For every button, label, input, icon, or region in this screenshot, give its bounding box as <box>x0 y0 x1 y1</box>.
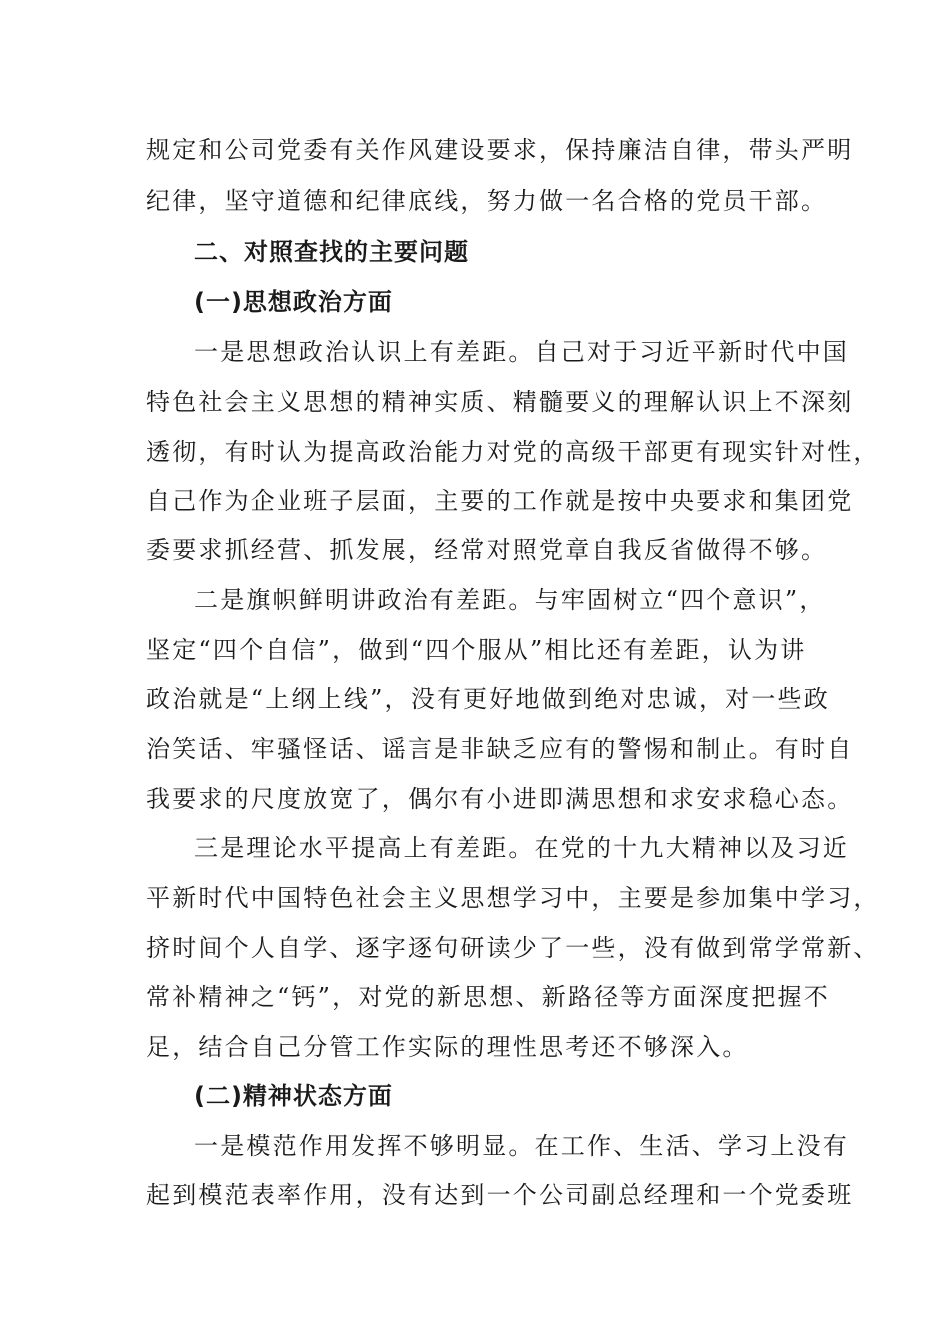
body-text-line: 委要求抓经营、抓发展，经常对照党章自我反省做得不够。 <box>146 536 828 564</box>
body-text-line: 特色社会主义思想的精神实质、精髓要义的理解认识上不深刻 <box>146 388 854 416</box>
body-text-line: 足，结合自己分管工作实际的理性思考还不够深入。 <box>146 1033 749 1061</box>
subsection-heading: (二)精神状态方面 <box>194 1082 393 1110</box>
body-text-line: 挤时间个人自学、逐字逐句研读少了一些，没有做到常学常新、 <box>146 934 880 962</box>
paragraph-first-line: 一是模范作用发挥不够明显。在工作、生活、学习上没有 <box>194 1132 849 1160</box>
body-text-line: 坚定“四个自信”，做到“四个服从”相比还有差距，认为讲 <box>146 636 807 664</box>
body-text-line: 纪律，坚守道德和纪律底线，努力做一名合格的党员干部。 <box>146 187 828 215</box>
paragraph-first-line: 一是思想政治认识上有差距。自己对于习近平新时代中国 <box>194 338 849 366</box>
body-text-line: 起到模范表率作用，没有达到一个公司副总经理和一个党委班 <box>146 1181 854 1209</box>
body-text-line: 我要求的尺度放宽了，偶尔有小进即满思想和求安求稳心态。 <box>146 785 854 813</box>
body-text-line: 治笑话、牢骚怪话、谣言是非缺乏应有的警惕和制止。有时自 <box>146 735 854 763</box>
body-text-line: 规定和公司党委有关作风建设要求，保持廉洁自律，带头严明 <box>146 136 854 164</box>
body-text-line: 政治就是“上纲上线”，没有更好地做到绝对忠诚，对一些政 <box>146 685 830 713</box>
paragraph-first-line: 三是理论水平提高上有差距。在党的十九大精神以及习近 <box>194 834 849 862</box>
body-text-line: 透彻，有时认为提高政治能力对党的高级干部更有现实针对性， <box>146 438 880 466</box>
body-text-line: 常补精神之“钙”，对党的新思想、新路径等方面深度把握不 <box>146 983 830 1011</box>
body-text-line: 自己作为企业班子层面，主要的工作就是按中央要求和集团党 <box>146 487 854 515</box>
body-text-line: 平新时代中国特色社会主义思想学习中，主要是参加集中学习， <box>146 884 880 912</box>
section-heading: 二、对照查找的主要问题 <box>194 238 469 266</box>
subsection-heading: (一)思想政治方面 <box>194 288 393 316</box>
paragraph-first-line: 二是旗帜鲜明讲政治有差距。与牢固树立“四个意识”， <box>194 586 826 614</box>
